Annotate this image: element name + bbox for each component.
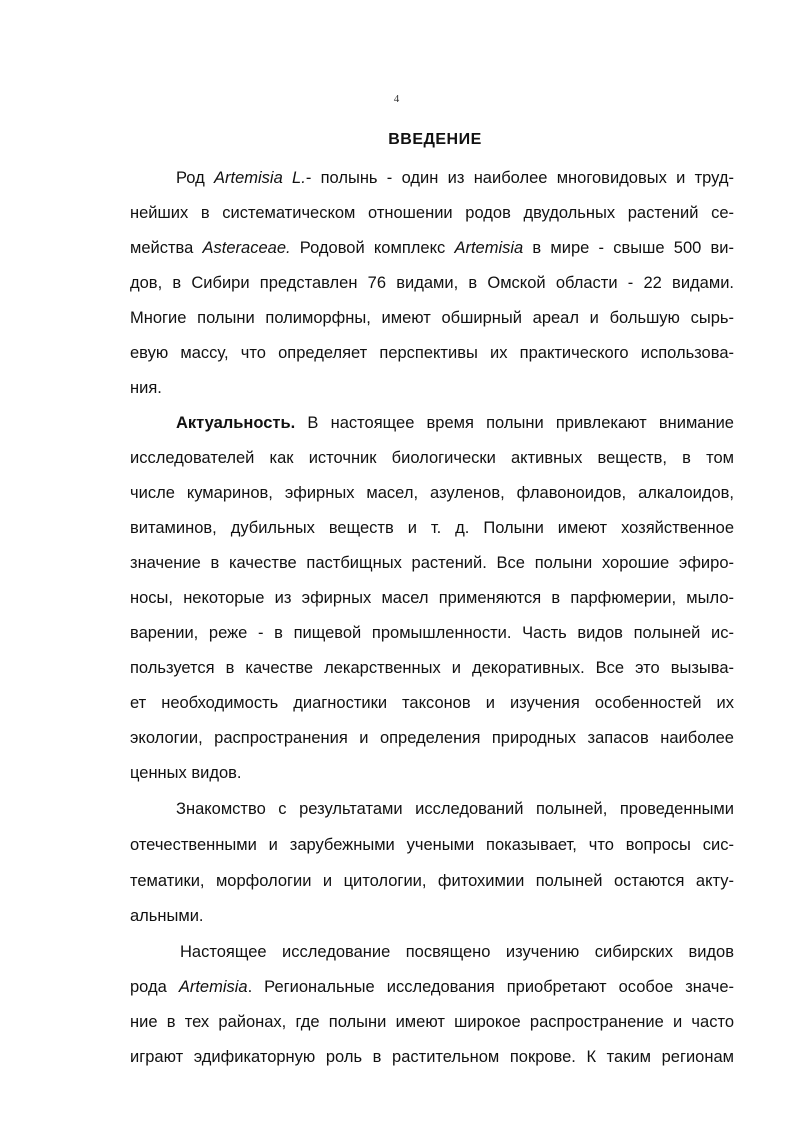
paragraph-2-line: ценных видов. [130, 764, 242, 782]
paragraph-4-line: играют эдификаторную роль в растительном покрове. К таким регионам [130, 1048, 734, 1066]
paragraph-1-line: ния. [130, 379, 162, 397]
latin-family-name: Asteraceae. [202, 239, 291, 257]
paragraph-2-line: значение в качестве пастбищных растений. Все полыни хорошие эфиро- [130, 554, 734, 572]
page-number: 4 [393, 93, 400, 105]
paragraph-1-line: Род Artemisia L.- полынь - один из наиболее многовидовых и труд- [176, 169, 734, 187]
paragraph-3-line: альными. [130, 907, 204, 925]
latin-genus-name: Artemisia [454, 239, 524, 257]
paragraph-1-line: Многие полыни полиморфны, имеют обширный ареал и большую сырь- [130, 309, 734, 327]
paragraph-2-line: экологии, распространения и определения природных запасов наиболее [130, 729, 734, 747]
paragraph-2-line: ет необходимость диагностики таксонов и изучения особенностей их [130, 694, 734, 712]
section-heading: ВВЕДЕНИЕ [388, 131, 482, 148]
paragraph-4-line: рода Artemisia. Региональные исследования приобретают особое значе- [130, 978, 734, 996]
paragraph-4-line: ние в тех районах, где полыни имеют широкое распространение и часто [130, 1013, 734, 1031]
paragraph-2-line: витаминов, дубильных веществ и т. д. Полыни имеют хозяйственное [130, 519, 734, 537]
paragraph-3-line: отечественными и зарубежными учеными показывает, что вопросы сис- [130, 836, 734, 854]
paragraph-4-line: Настоящее исследование посвящено изучению сибирских видов [180, 943, 734, 961]
paragraph-3-line: Знакомство с результатами исследований полыней, проведенными [176, 800, 734, 818]
paragraph-2-line: числе кумаринов, эфирных масел, азуленов, флавоноидов, алкалоидов, [130, 484, 734, 502]
paragraph-2-line: варении, реже - в пищевой промышленности. Часть видов полыней ис- [130, 624, 734, 642]
paragraph-1-line: мейства Asteraceae. Родовой комплекс Artemisia в мире - свыше 500 ви- [130, 239, 734, 257]
paragraph-1-line: нейших в систематическом отношении родов двудольных растений се- [130, 204, 734, 222]
keyword-relevance: Актуальность. [176, 414, 296, 432]
latin-genus-name: Artemisia L. [214, 169, 306, 187]
paragraph-1-line: евую массу, что определяет перспективы их практического использова- [130, 344, 734, 362]
paragraph-1-line: дов, в Сибири представлен 76 видами, в Омской области - 22 видами. [130, 274, 734, 292]
paragraph-3-line: тематики, морфологии и цитологии, фитохимии полыней остаются акту- [130, 872, 734, 890]
latin-genus-name: Artemisia [178, 978, 248, 996]
paragraph-2-line: носы, некоторые из эфирных масел применяются в парфюмерии, мыло- [130, 589, 734, 607]
paragraph-2-line: исследователей как источник биологически активных веществ, в том [130, 449, 734, 467]
paragraph-2-line: пользуется в качестве лекарственных и декоративных. Все это вызыва- [130, 659, 734, 677]
paragraph-2-line: Актуальность. В настоящее время полыни привлекают внимание [176, 414, 734, 432]
